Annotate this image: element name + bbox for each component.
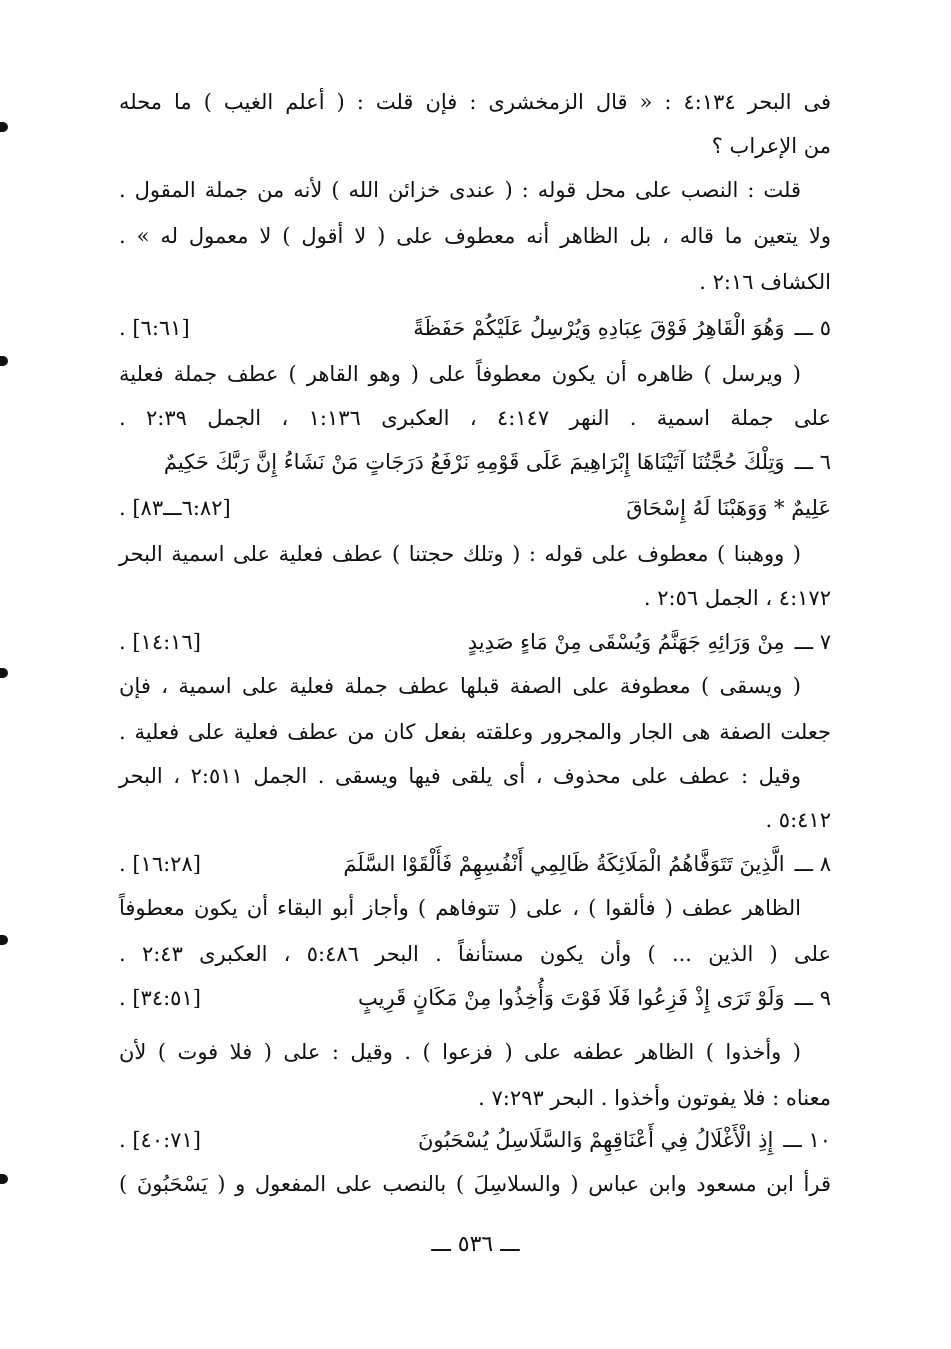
verse-6-continued	[119, 486, 831, 530]
verse-number: ١٠ ـــ	[783, 1128, 831, 1152]
page-number: ـــ ٥٣٦ ـــ	[431, 1232, 520, 1257]
scan-mark	[0, 1174, 8, 1184]
text-line: قلت : النصب على محل قوله : ( عندى خزائن الله ) لأنه من جملة المقول .	[119, 178, 801, 202]
scan-mark	[0, 122, 8, 132]
text-line: الكشاف ٢:١٦ .	[699, 270, 831, 294]
verse-text: الَّذِينَ تَتَوَفَّاهُمُ الْمَلَائِكَةُ ظَالِمِي أَنْفُسِهِمْ فَأَلْقَوْا السَّلَمَ	[343, 852, 785, 876]
text-line: ( وأخذوا ) الظاهر عطفه على ( فزعوا ) . وقيل : على ( فلا فوت ) لأن	[119, 1040, 801, 1064]
text-line: ( ووهبنا ) معطوف على قوله : ( وتلك حجتنا ) عطف فعلية على اسمية البحر	[119, 542, 801, 566]
text-line: معناه : فلا يفوتون وأخذوا . البحر ٧:٢٩٣ .	[478, 1086, 831, 1110]
text-line: ٤:١٧٢ ، الجمل ٢:٥٦ .	[643, 586, 831, 610]
text-line: قرأ ابن مسعود وابن عباس ( والسلاسِلَ ) بالنصب على المفعول و ( يَسْحَبُونَ )	[119, 1172, 831, 1196]
verse-7	[119, 620, 831, 664]
verse-6	[119, 440, 831, 484]
verse-text: مِنْ وَرَائِهِ جَهَنَّمُ وَيُسْقَى مِنْ مَاءٍ صَدِيدٍ	[467, 630, 785, 654]
text-line: ( ويسقى ) معطوفة على الصفة قبلها عطف جملة فعلية على اسمية ، فإن	[119, 674, 801, 698]
verse-reference: [٤٠:٧١] .	[119, 1128, 201, 1152]
verse-text: عَلِيمٌ * وَوَهَبْنَا لَهُ إِسْحَاقَ	[626, 496, 831, 520]
verse-number: ٨ ـــ	[794, 852, 831, 876]
verse-reference: [٦:٦١] .	[119, 316, 190, 340]
text-line: على جملة اسمية . النهر ٤:١٤٧ ، العكبرى ١:١٣٦ ، الجمل ٢:٣٩ .	[119, 406, 831, 430]
text-line: على ( الذين ... ) وأن يكون مستأنفاً . البحر ٥:٤٨٦ ، العكبرى ٢:٤٣ .	[119, 942, 831, 966]
verse-number: ٧ ـــ	[794, 630, 831, 654]
verse-number: ٥ ـــ	[794, 316, 831, 340]
text-line: ٥:٤١٢ .	[765, 808, 831, 832]
text-line: ( ويرسل ) ظاهره أن يكون معطوفاً على ( وهو القاهر ) عطف جملة فعلية	[119, 362, 801, 386]
text-line: الظاهر عطف ( فألقوا ) ، على ( تتوفاهم ) وأجاز أبو البقاء أن يكون معطوفاً	[119, 896, 801, 920]
verse-text: وَهُوَ الْقَاهِرُ فَوْقَ عِبَادِهِ وَيُرْسِلُ عَلَيْكُمْ حَفَظَةً	[413, 316, 785, 340]
text-line: فى البحر ٤:١٣٤ : « قال الزمخشرى : فإن قلت : ( أعلم الغيب ) ما محله	[119, 90, 831, 114]
text-line: جعلت الصفة هى الجار والمجرور وعلقته بفعل كان من عطف فعلية على فعلية .	[119, 720, 831, 744]
verse-reference: [١٤:١٦] .	[119, 630, 201, 654]
verse-9	[119, 976, 831, 1020]
verse-number: ٩ ـــ	[794, 986, 831, 1010]
verse-reference: [٣٤:٥١] .	[119, 986, 201, 1010]
verse-10	[119, 1118, 831, 1162]
verse-number: ٦ ـــ	[794, 450, 831, 474]
verse-5	[119, 306, 831, 350]
verse-8	[119, 842, 831, 886]
verse-text: إِذِ الْأَغْلَالُ فِي أَعْنَاقِهِمْ وَالسَّلَاسِلُ يُسْحَبُونَ	[417, 1128, 774, 1152]
verse-text: وَلَوْ تَرَى إِذْ فَزِعُوا فَلَا فَوْتَ وَأُخِذُوا مِنْ مَكَانٍ قَرِيبٍ	[358, 986, 785, 1010]
verse-text: وَتِلْكَ حُجَّتُنَا آتَيْنَاهَا إِبْرَاهِيمَ عَلَى قَوْمِهِ نَرْفَعُ دَرَجَاتٍ مَنْ نَشَاءُ إِنَّ رَبَّكَ حَكِيمٌ	[163, 450, 785, 474]
text-line: ولا يتعين ما قاله ، بل الظاهر أنه معطوف على ( لا أقول ) لا معمول له » .	[119, 224, 831, 248]
text-line: من الإعراب ؟	[711, 134, 831, 158]
verse-reference: [١٦:٢٨] .	[119, 852, 201, 876]
text-line: وقيل : عطف على محذوف ، أى يلقى فيها ويسقى . الجمل ٢:٥١١ ، البحر	[119, 764, 801, 788]
scan-mark	[0, 668, 8, 678]
scan-mark	[0, 935, 8, 945]
verse-reference: [٦:٨٢ـــ٨٣] .	[119, 496, 231, 520]
scan-mark	[0, 356, 8, 366]
